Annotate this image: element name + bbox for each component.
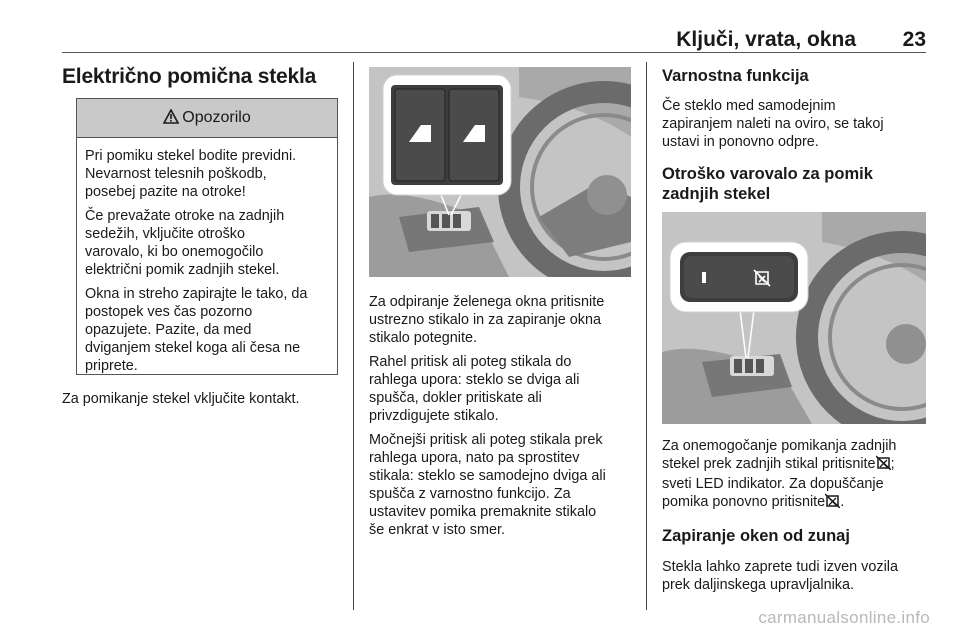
header-title: Ključi, vrata, okna [676,28,856,51]
column-divider-2 [646,62,647,610]
remote-close-text [662,558,934,600]
child-lock-icon-2 [825,493,840,513]
warning-header [77,99,337,138]
warning-title: Opozorilo [182,109,251,126]
watermark: carmanualsonline.info [758,608,930,627]
warning-paragraph-3: Okna in streho zapirajte le tako, da postopek ves čas pozorno opazujete. Pazite, da med dviganjem stekel koga ali česa ne priprete. [85,286,308,374]
instruction-text [62,390,347,414]
warning-triangle-icon [163,109,179,128]
child-lock-text-c: . [840,494,845,510]
instruction-paragraph: Za pomikanje stekel vključite kontakt. [62,391,300,407]
child-lock-paragraph [662,437,934,513]
middle-paragraph-3: Močnejši pritisk ali poteg stikala prek rahlega upora, nato pa sprostitev stikala: steklo se samodejno dviga ali spušča z varnostno funkcijo. Za ustavitev pomika premaknite stikalo še enkrat v isto smer. [369,432,606,538]
warning-box [76,98,338,375]
safety-heading: Varnostna funkcija [662,67,809,85]
warning-paragraph-1: Pri pomiku stekel bodite previdni. Nevarnost telesnih poškodb, posebej pazite na otroke! [85,148,297,200]
middle-paragraph-1: Za odpiranje želenega okna pritisnite ustrezno stikalo in za zapiranje okna stikalo potegnite. [369,294,605,346]
child-lock-heading: Otroško varovalo za pomik zadnjih stekel [662,165,873,203]
child-lock-text [662,437,934,519]
window-switch-illustration [369,67,631,277]
child-lock-icon [876,455,891,475]
child-lock-text-b: ; sveti LED indikator. Za dopuščanje pomika ponovno pritisnite [662,456,895,510]
safety-text [662,97,932,157]
column-divider-1 [353,62,354,610]
child-lock-text-a: Za onemogočanje pomikanja zadnjih stekel prek zadnjih stikal pritisnite [662,438,897,472]
middle-text [369,293,641,545]
remote-close-paragraph: Stekla lahko zaprete tudi izven vozila prek daljinskega upravljalnika. [662,559,898,593]
section-title: Električno pomična stekla [62,65,317,88]
child-lock-switch-illustration [662,212,926,424]
remote-close-heading: Zapiranje oken od zunaj [662,527,850,545]
warning-paragraph-2: Če prevažate otroke na zadnjih sedežih, vključite otroško varovalo, ki bo onemogočilo električni pomik zadnjih stekel. [85,208,285,278]
warning-body [77,138,337,375]
middle-paragraph-2: Rahel pritisk ali poteg stikala do rahlega upora: steklo se dviga ali spušča, dokler pritiskate ali privzdigujete stikalo. [369,354,580,424]
page-number: 23 [902,28,926,51]
page-header [62,28,926,53]
safety-paragraph: Če steklo med samodejnim zapiranjem naleti na oviro, se takoj ustavi in ponovno odpre. [662,98,884,150]
